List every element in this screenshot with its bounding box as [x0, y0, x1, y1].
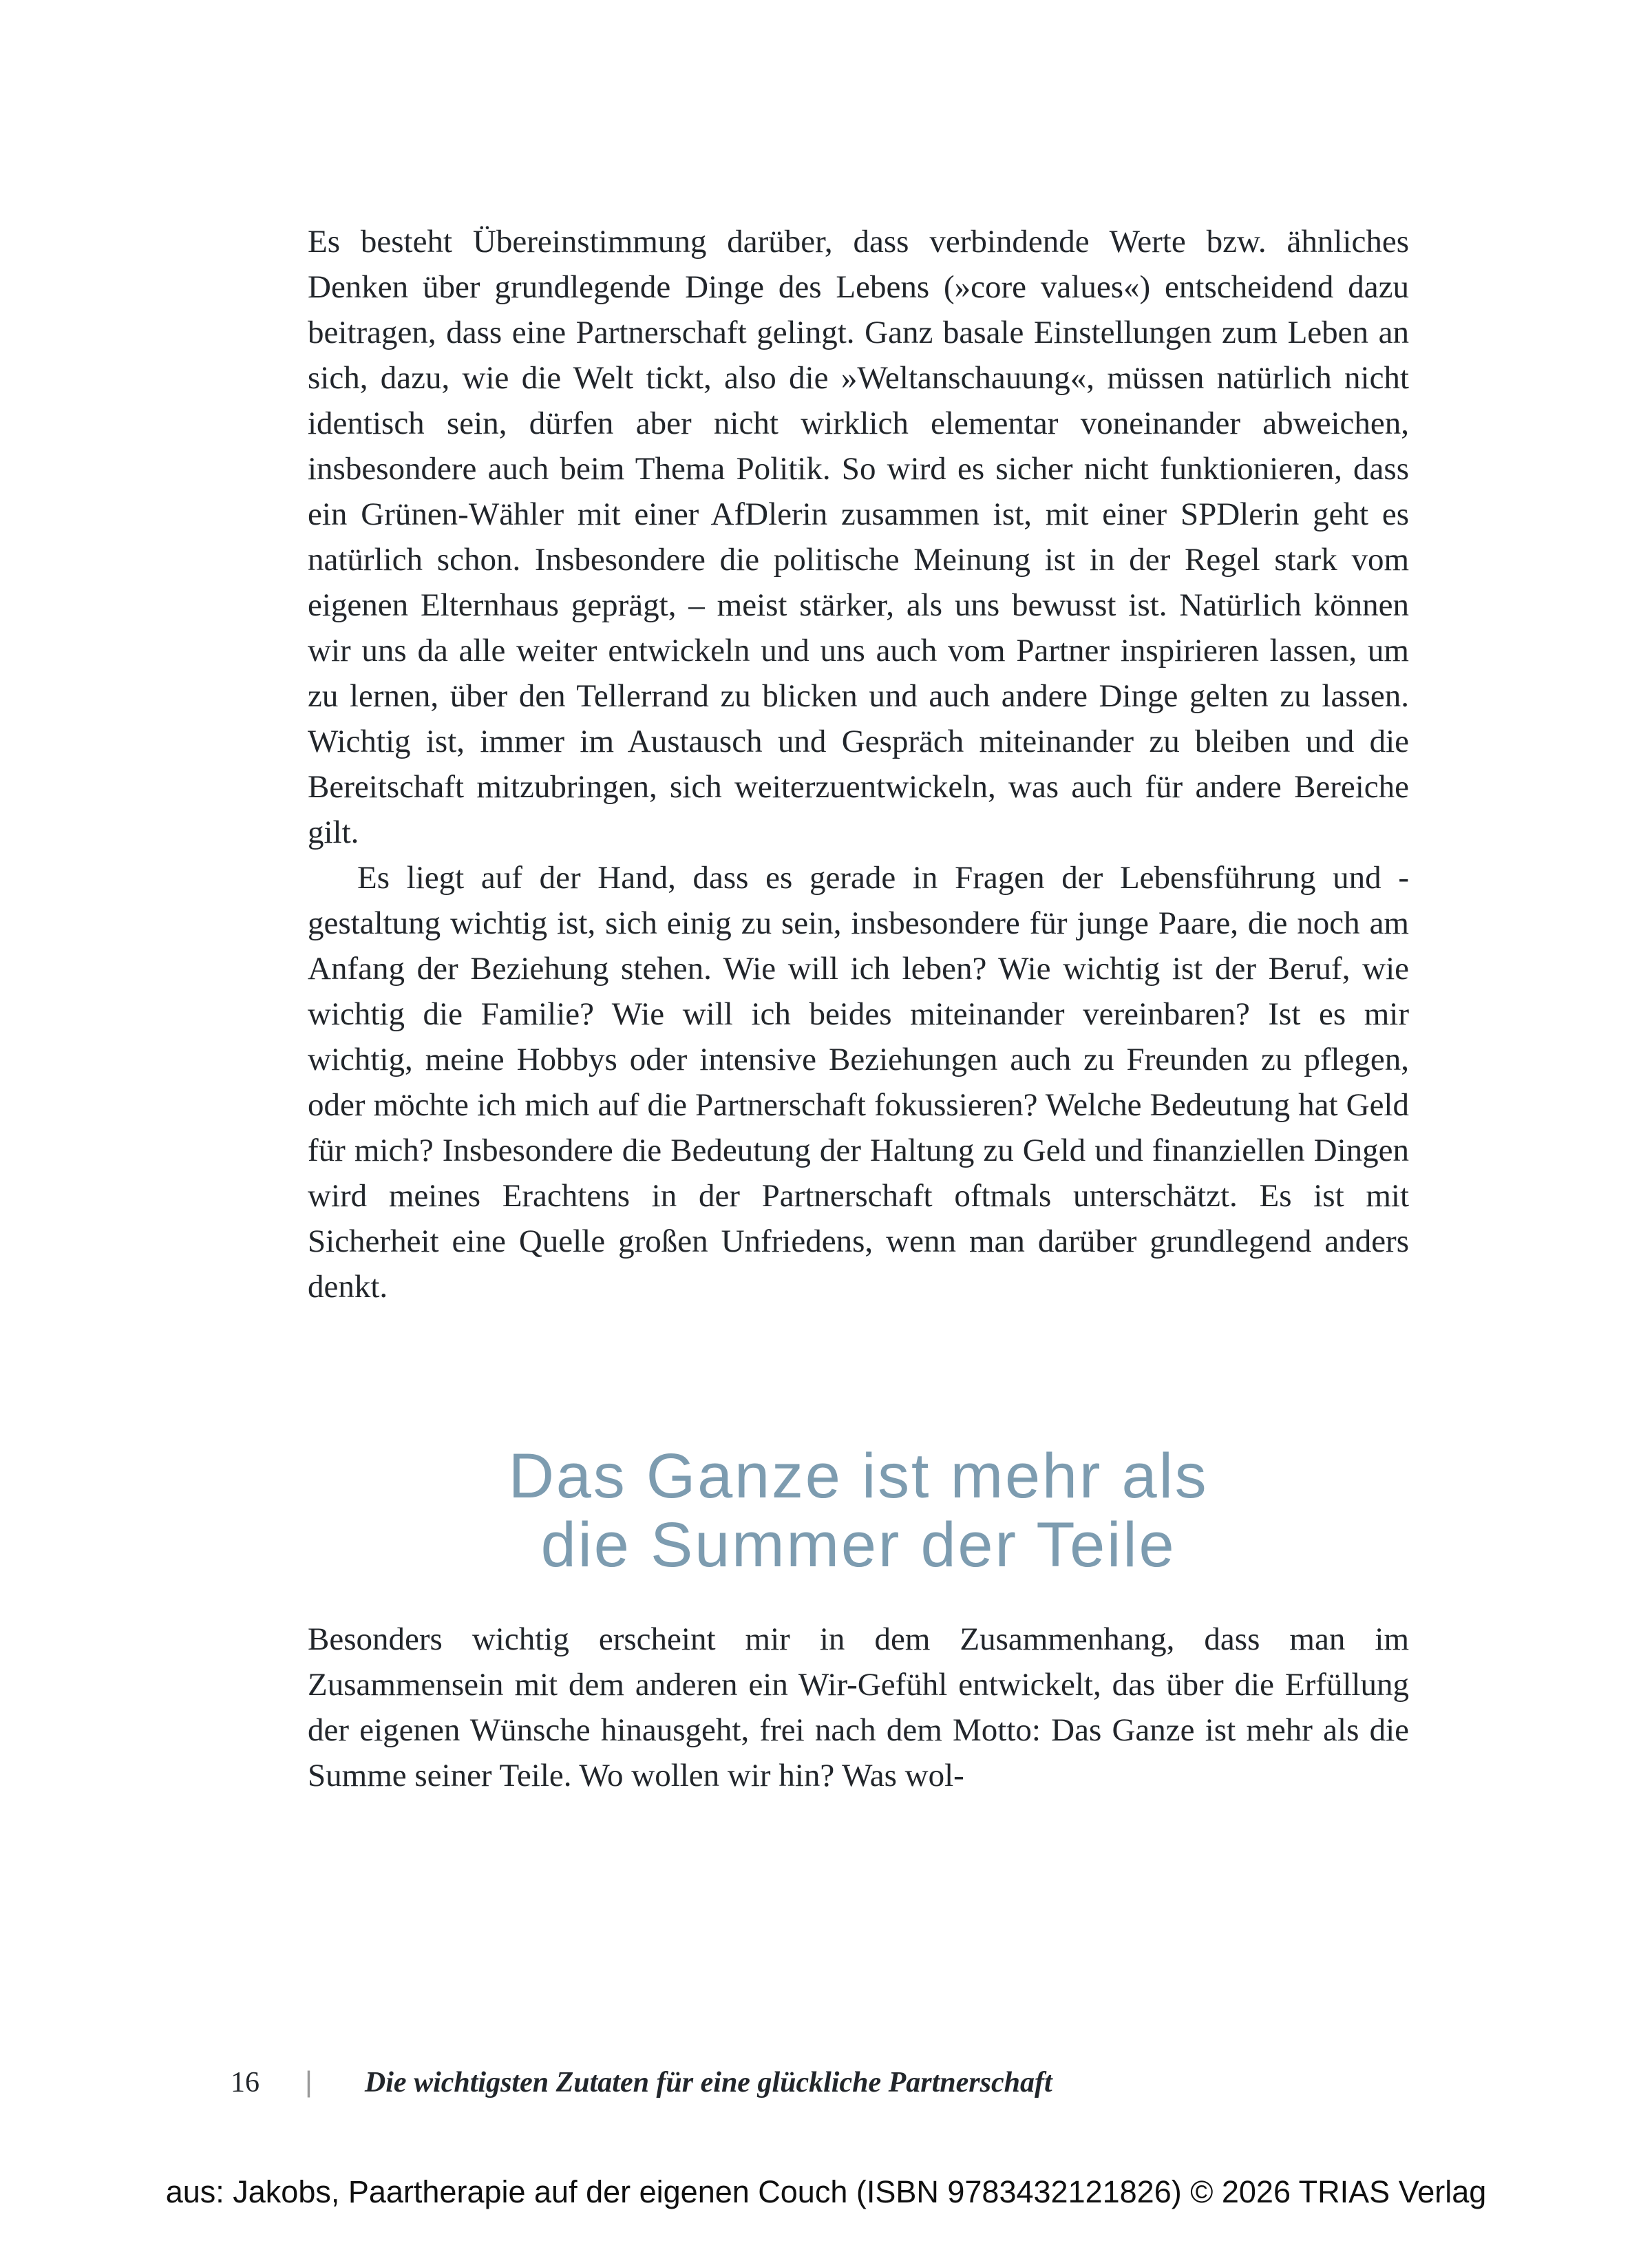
section-heading	[308, 1442, 1409, 1579]
credit-line: aus: Jakobs, Paartherapie auf der eigenen Couch (ISBN 9783432121826) © 2026 TRIAS Verlag	[165, 2174, 1487, 2209]
footer-separator: |	[305, 2065, 313, 2098]
text-column	[308, 219, 1409, 1798]
chapter-title: Die wichtigsten Zutaten für eine glückliche Partnerschaft	[364, 2067, 1052, 2098]
paragraph: Es liegt auf der Hand, dass es gerade in Fragen der Lebensführung und -gestaltung wichtig ist, sich einig zu sein, insbesondere für junge Paare, die noch am Anfang der Beziehung stehen. Wie will ich leben? Wie wichtig ist der Beruf, wie wichtig die Familie? Wie will ich beides miteinander vereinbaren? Ist es mir wichtig, meine Hobbys oder intensive Beziehungen auch zu Freunden zu pflegen, oder möchte ich mich auf die Partnerschaft fokussieren? Welche Bedeutung hat Geld für mich? Insbesondere die Bedeutung der Haltung zu Geld und finanziellen Dingen wird meines Erachtens in der Partnerschaft oftmals unterschätzt. Es ist mit Sicherheit eine Quelle großen Unfriedens, wenn man darüber grundlegend anders denkt.	[308, 860, 1409, 1305]
page-footer	[231, 2065, 1052, 2099]
paragraph: Es besteht Übereinstimmung darüber, dass verbindende Werte bzw. ähnliches Denken über grundlegende Dinge des Lebens (»core values«) entscheidend dazu beitragen, dass eine Partnerschaft gelingt. Ganz basale Einstellungen zum Leben an sich, dazu, wie die Welt tickt, also die »Weltanschauung«, müssen natürlich nicht identisch sein, dürfen aber nicht wirklich elementar voneinander abweichen, insbesondere auch beim Thema Politik. So wird es sicher nicht funktionieren, dass ein Grünen-Wähler mit einer AfDlerin zusammen ist, mit einer SPDlerin geht es natürlich schon. Insbesondere die politische Meinung ist in der Regel stark vom eigenen Elternhaus geprägt, – meist stärker, als uns bewusst ist. Natürlich können wir uns da alle weiter entwickeln und uns auch vom Partner inspirieren lassen, um zu lernen, über den Tellerrand zu blicken und auch andere Dinge gelten zu lassen. Wichtig ist, immer im Austausch und Gespräch miteinander zu bleiben und die Bereitschaft mitzubringen, sich weiterzuentwickeln, was auch für andere Bereiche gilt.	[308, 224, 1409, 850]
section-heading-line-2: die Summer der Teile	[540, 1510, 1176, 1580]
section-heading-line-1: Das Ganze ist mehr als	[508, 1441, 1209, 1511]
page-number: 16	[231, 2067, 260, 2098]
paragraph: Besonders wichtig erscheint mir in dem Zusammenhang, dass man im Zusammensein mit dem anderen ein Wir-Gefühl entwickelt, das über die Erfüllung der eigenen Wünsche hinausgeht, frei nach dem Motto: Das Ganze ist mehr als die Summe seiner Teile. Wo wollen wir hin? Was wol-	[308, 1621, 1409, 1793]
